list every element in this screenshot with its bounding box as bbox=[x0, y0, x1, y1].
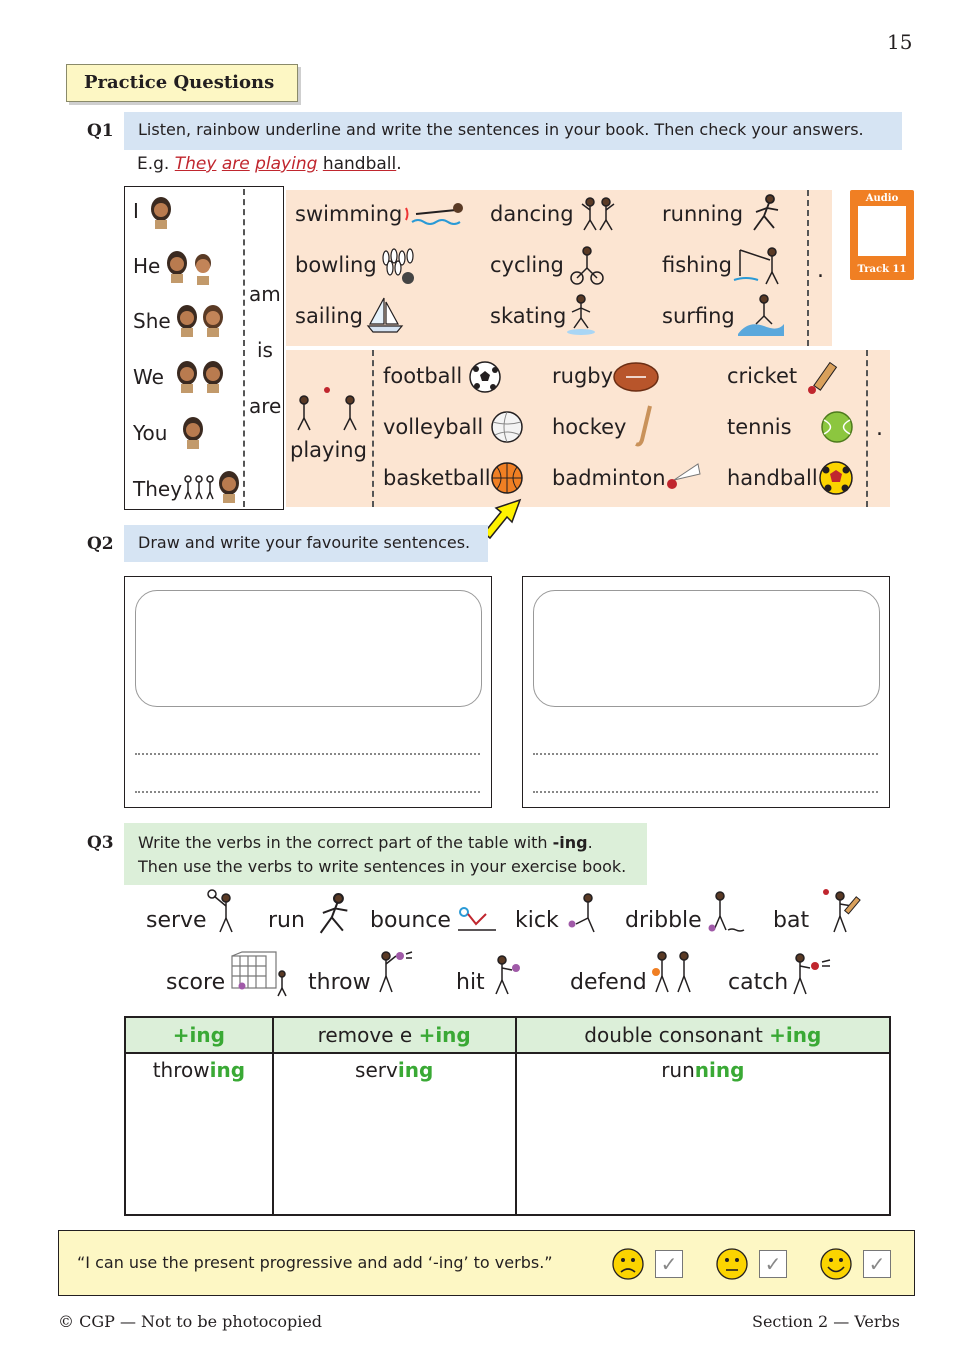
example-full-stop: . bbox=[396, 154, 402, 174]
we-avatar-icon bbox=[201, 359, 225, 393]
footer-copyright: © CGP — Not to be photocopied bbox=[58, 1312, 323, 1331]
verb-run: run bbox=[268, 908, 305, 933]
be-are: are bbox=[249, 394, 282, 418]
sport-cricket: cricket bbox=[727, 364, 798, 388]
happy-face-icon bbox=[819, 1247, 853, 1281]
verb-bounce: bounce bbox=[370, 908, 451, 933]
example-suffix: ing bbox=[397, 1058, 434, 1082]
q3-line2: Then use the verbs to write sentences in your exercise book. bbox=[138, 857, 627, 876]
activity-bowling: bowling bbox=[295, 253, 377, 277]
worried-face-icon bbox=[611, 1247, 645, 1281]
verb-serve: serve bbox=[146, 908, 207, 933]
neutral-tickbox[interactable]: ✓ bbox=[759, 1250, 787, 1278]
q3-number: Q3 bbox=[87, 833, 114, 853]
sports-box bbox=[286, 350, 890, 507]
header-text: double consonant bbox=[584, 1023, 770, 1047]
rugby-ball-icon bbox=[612, 360, 660, 394]
activity-swimming: swimming bbox=[295, 202, 403, 226]
q3-ing-bold: -ing bbox=[552, 833, 588, 852]
example-word-they: They bbox=[174, 154, 217, 174]
bat-figure-icon bbox=[822, 886, 864, 936]
q3-line1-end: . bbox=[587, 833, 593, 852]
activity-surfing: surfing bbox=[662, 304, 735, 328]
girl-avatar-icon bbox=[149, 195, 173, 229]
bowling-icon bbox=[378, 248, 422, 288]
writing-line[interactable] bbox=[533, 753, 878, 755]
header-ing: +ing bbox=[172, 1023, 225, 1047]
verb-score: score bbox=[166, 970, 226, 995]
verb-kick: kick bbox=[515, 908, 559, 933]
surfing-icon bbox=[736, 294, 786, 338]
shuttlecock-icon bbox=[664, 460, 702, 492]
q1-number: Q1 bbox=[87, 121, 114, 141]
cycling-icon bbox=[570, 246, 604, 286]
run-figure-icon bbox=[314, 892, 354, 936]
sport-handball: handball bbox=[727, 466, 818, 490]
score-goal-icon bbox=[228, 950, 292, 998]
example-word-are: are bbox=[221, 154, 250, 174]
writing-line[interactable] bbox=[533, 791, 878, 793]
verb-bat: bat bbox=[773, 908, 810, 933]
pronoun-i: I bbox=[133, 199, 139, 223]
throw-figure-icon bbox=[372, 948, 416, 996]
page-number: 15 bbox=[887, 30, 913, 54]
sports-full-stop: . bbox=[876, 416, 883, 441]
serve-figure-icon bbox=[206, 888, 242, 936]
sailing-icon bbox=[364, 296, 406, 336]
volleyball-icon bbox=[490, 410, 524, 444]
q3-instruction bbox=[124, 823, 647, 885]
handball-icon bbox=[818, 460, 854, 496]
section-title: Practice Questions bbox=[66, 64, 298, 102]
activities-full-stop: . bbox=[817, 258, 824, 283]
girls-avatar-icon bbox=[175, 303, 199, 337]
fishing-icon bbox=[732, 246, 788, 286]
ing-header bbox=[125, 1017, 273, 1053]
pronoun-we: We bbox=[133, 365, 164, 389]
remove-e-header bbox=[273, 1017, 516, 1053]
running-icon bbox=[748, 194, 784, 232]
q3-line1: Write the verbs in the correct part of the table with bbox=[138, 833, 553, 852]
pronoun-they: They bbox=[133, 477, 183, 501]
cricket-bat-icon bbox=[804, 358, 844, 398]
footer-section: Section 2 — Verbs bbox=[752, 1312, 900, 1331]
double-consonant-header bbox=[516, 1017, 890, 1053]
audio-track-badge[interactable] bbox=[850, 190, 914, 280]
self-check-statement: “I can use the present progressive and add ‘-ing’ to verbs.” bbox=[77, 1253, 553, 1272]
pronoun-box bbox=[124, 186, 284, 510]
drawing-area[interactable] bbox=[135, 590, 482, 707]
we-avatar-icon bbox=[175, 359, 199, 393]
be-is: is bbox=[257, 338, 273, 362]
header-ing: +ing bbox=[418, 1023, 471, 1047]
example-suffix: ing bbox=[209, 1058, 246, 1082]
verb-defend: defend bbox=[570, 970, 647, 995]
catch-figure-icon bbox=[788, 948, 834, 996]
drawing-panel-right[interactable] bbox=[522, 576, 890, 808]
example-prefix: E.g. bbox=[137, 154, 170, 174]
defend-figures-icon bbox=[648, 946, 698, 996]
pronoun-he: He bbox=[133, 254, 161, 278]
basketball-icon bbox=[490, 461, 524, 495]
q1-example bbox=[137, 154, 402, 174]
hit-figure-icon bbox=[490, 948, 524, 996]
sport-basketball: basketball bbox=[383, 466, 491, 490]
boy-avatar-icon bbox=[191, 251, 215, 285]
q2-instruction: Draw and write your favourite sentences. bbox=[124, 525, 488, 562]
you-avatar-icon bbox=[181, 415, 205, 449]
activities-box bbox=[286, 190, 832, 346]
sport-tennis: tennis bbox=[727, 415, 792, 439]
header-text: remove e bbox=[317, 1023, 419, 1047]
q2-number: Q2 bbox=[87, 534, 114, 554]
activity-sailing: sailing bbox=[295, 304, 363, 328]
activity-cycling: cycling bbox=[490, 253, 564, 277]
swimming-icon bbox=[404, 200, 468, 228]
football-icon bbox=[468, 360, 502, 394]
sport-hockey: hockey bbox=[552, 415, 627, 439]
writing-line[interactable] bbox=[135, 791, 480, 793]
sport-volleyball: volleyball bbox=[383, 415, 484, 439]
qr-code-icon bbox=[858, 206, 906, 256]
double-consonant-column-cell[interactable] bbox=[516, 1053, 890, 1215]
happy-tickbox[interactable]: ✓ bbox=[863, 1250, 891, 1278]
activity-fishing: fishing bbox=[662, 253, 732, 277]
girl-avatar-icon bbox=[201, 303, 225, 337]
verb-throw: throw bbox=[308, 970, 371, 995]
q1-instruction: Listen, rainbow underline and write the sentences in your book. Then check your answers. bbox=[124, 112, 902, 150]
bounce-ball-icon bbox=[456, 906, 498, 932]
be-am: am bbox=[249, 282, 281, 306]
ing-table bbox=[124, 1016, 891, 1216]
skating-icon bbox=[564, 294, 598, 336]
dancing-icon bbox=[578, 196, 618, 232]
boys-avatar-icon bbox=[165, 249, 189, 283]
they-avatar-icon bbox=[217, 469, 241, 503]
sport-football: football bbox=[383, 364, 463, 388]
worried-tickbox[interactable]: ✓ bbox=[655, 1250, 683, 1278]
example-stem: run bbox=[661, 1058, 695, 1082]
verb-hit: hit bbox=[456, 970, 485, 995]
drawing-area[interactable] bbox=[533, 590, 880, 707]
example-word-playing: playing bbox=[255, 154, 318, 174]
activity-dancing: dancing bbox=[490, 202, 574, 226]
playing-word: playing bbox=[290, 438, 367, 462]
ing-column-cell[interactable] bbox=[125, 1053, 273, 1215]
audio-track: Track 11 bbox=[857, 264, 907, 275]
activity-skating: skating bbox=[490, 304, 567, 328]
remove-e-column-cell[interactable] bbox=[273, 1053, 516, 1215]
example-stem: throw bbox=[152, 1058, 210, 1082]
playing-figures-icon bbox=[294, 384, 362, 434]
kick-figure-icon bbox=[566, 892, 602, 936]
neutral-face-icon bbox=[715, 1247, 749, 1281]
self-assessment-bar bbox=[58, 1230, 915, 1296]
example-stem: serv bbox=[355, 1058, 398, 1082]
hockey-stick-icon bbox=[634, 404, 656, 448]
they-stick-figures-icon bbox=[183, 473, 217, 501]
example-suffix: ning bbox=[694, 1058, 745, 1082]
header-ing: +ing bbox=[769, 1023, 822, 1047]
drawing-panel-left[interactable] bbox=[124, 576, 492, 808]
tennis-ball-icon bbox=[820, 410, 854, 444]
dribble-figure-icon bbox=[706, 890, 746, 936]
activity-running: running bbox=[662, 202, 744, 226]
audio-label: Audio bbox=[865, 193, 899, 204]
verb-catch: catch bbox=[728, 970, 789, 995]
example-word-handball: handball bbox=[322, 154, 397, 174]
sport-badminton: badminton bbox=[552, 466, 666, 490]
sport-rugby: rugby bbox=[552, 364, 614, 388]
verb-dribble: dribble bbox=[625, 908, 702, 933]
pronoun-you: You bbox=[133, 421, 168, 445]
pronoun-she: She bbox=[133, 309, 171, 333]
writing-line[interactable] bbox=[135, 753, 480, 755]
